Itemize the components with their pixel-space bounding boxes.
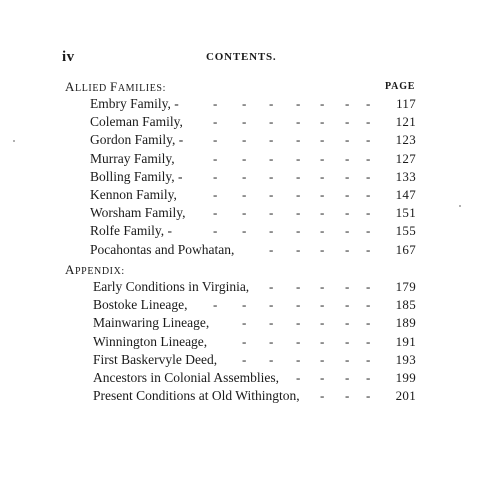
- leader-dash: -: [320, 223, 325, 239]
- leader-dash: -: [242, 150, 247, 166]
- entry-title: Mainwaring Lineage,: [93, 315, 210, 331]
- leader-dash: -: [345, 96, 350, 111]
- leader-dash: -: [296, 114, 301, 130]
- leader-dash: -: [320, 168, 325, 184]
- contents-entry: [0, 297, 480, 315]
- entry-page-number: 151: [395, 205, 416, 221]
- leader-dash: -: [345, 333, 350, 349]
- leader-dash: -: [366, 223, 371, 239]
- leader-dash: -: [345, 279, 350, 294]
- leader-dash: -: [320, 132, 325, 148]
- entry-page-number: 133: [395, 168, 416, 184]
- leader-dash: -: [213, 150, 218, 166]
- leader-dash: -: [320, 370, 325, 385]
- leader-dash: -: [242, 223, 247, 239]
- leader-dash: -: [269, 241, 274, 257]
- leader-dash: -: [345, 370, 350, 385]
- leader-dash: -: [320, 187, 325, 202]
- entry-page-number: 193: [395, 351, 416, 367]
- leader-dash: -: [345, 150, 350, 166]
- leader-dash: -: [269, 96, 274, 111]
- leader-dash: -: [366, 315, 371, 331]
- leader-dash: -: [366, 114, 371, 130]
- contents-entry: [0, 169, 480, 187]
- entry-title: Bostoke Lineage,: [93, 297, 188, 313]
- running-head: CONTENTS.: [206, 51, 277, 63]
- leader-dash: -: [345, 241, 350, 257]
- leader-dash: -: [242, 114, 247, 130]
- leader-dash: -: [296, 241, 301, 257]
- leader-dash: -: [269, 114, 274, 130]
- entry-title: Worsham Family,: [90, 205, 186, 221]
- leader-dash: -: [296, 187, 301, 202]
- leader-dash: -: [320, 279, 325, 294]
- leader-dash: -: [213, 297, 218, 313]
- leader-dash: -: [242, 315, 247, 331]
- leader-dash: -: [345, 351, 350, 367]
- leader-dash: -: [242, 205, 247, 221]
- leader-dash: -: [366, 241, 371, 257]
- leader-dash: -: [366, 132, 371, 148]
- leader-dash: -: [366, 205, 371, 221]
- leader-dash: -: [213, 168, 218, 184]
- leader-dash: -: [320, 96, 325, 111]
- paper-fleck: [13, 140, 15, 142]
- contents-entry: [0, 352, 480, 370]
- entry-title: Rolfe Family, -: [90, 223, 172, 239]
- leader-dash: -: [269, 279, 274, 294]
- entry-page-number: 167: [395, 241, 416, 257]
- leader-dash: -: [213, 96, 218, 111]
- contents-entry: [0, 223, 480, 241]
- leader-dash: -: [366, 96, 371, 111]
- leader-dash: -: [345, 114, 350, 130]
- entry-page-number: 155: [395, 223, 416, 239]
- entry-title: Murray Family,: [90, 150, 175, 166]
- leader-dash: -: [269, 223, 274, 239]
- leader-dash: -: [320, 333, 325, 349]
- section-heading-allied-families: ALLIED FAMILIES:: [65, 79, 166, 94]
- leader-dash: -: [269, 205, 274, 221]
- entry-page-number: 117: [396, 96, 416, 111]
- leader-dash: -: [269, 297, 274, 313]
- entry-title: Embry Family, -: [90, 96, 179, 111]
- entry-title: Bolling Family, -: [90, 168, 183, 184]
- contents-entry: [0, 205, 480, 223]
- entry-title: Kennon Family,: [90, 187, 177, 202]
- leader-dash: -: [296, 297, 301, 313]
- entry-title: Pocahontas and Powhatan,: [90, 241, 235, 257]
- leader-dash: -: [320, 315, 325, 331]
- leader-dash: -: [296, 333, 301, 349]
- entry-title: Early Conditions in Virginia,: [93, 279, 250, 294]
- entry-page-number: 123: [395, 132, 416, 148]
- leader-dash: -: [242, 351, 247, 367]
- leader-dash: -: [269, 315, 274, 331]
- leader-dash: -: [242, 168, 247, 184]
- leader-dash: -: [213, 205, 218, 221]
- leader-dash: -: [269, 333, 274, 349]
- entry-page-number: 189: [395, 315, 416, 331]
- entry-title: Gordon Family, -: [90, 132, 184, 148]
- leader-dash: -: [242, 96, 247, 111]
- leader-dash: -: [242, 187, 247, 202]
- contents-entry: [0, 388, 480, 406]
- contents-entry: [0, 370, 480, 388]
- leader-dash: -: [345, 223, 350, 239]
- leader-dash: -: [269, 132, 274, 148]
- leader-dash: -: [213, 114, 218, 130]
- leader-dash: -: [366, 168, 371, 184]
- leader-dash: -: [345, 205, 350, 221]
- leader-dash: -: [296, 205, 301, 221]
- leader-dash: -: [366, 297, 371, 313]
- leader-dash: -: [269, 168, 274, 184]
- leader-dash: -: [242, 333, 247, 349]
- leader-dash: -: [213, 187, 218, 202]
- leader-dash: -: [296, 150, 301, 166]
- leader-dash: -: [345, 187, 350, 202]
- leader-dash: -: [320, 205, 325, 221]
- leader-dash: -: [366, 150, 371, 166]
- leader-dash: -: [296, 96, 301, 111]
- entry-title: Winnington Lineage,: [93, 333, 208, 349]
- leader-dash: -: [320, 297, 325, 313]
- page-column-heading: PAGE: [385, 81, 416, 92]
- leader-dash: -: [213, 132, 218, 148]
- contents-entry: [0, 242, 480, 260]
- contents-entry: [0, 151, 480, 169]
- entry-page-number: 201: [395, 388, 416, 404]
- leader-dash: -: [320, 114, 325, 130]
- contents-entry: [0, 114, 480, 132]
- leader-dash: -: [242, 297, 247, 313]
- leader-dash: -: [345, 297, 350, 313]
- leader-dash: -: [345, 168, 350, 184]
- leader-dash: -: [269, 150, 274, 166]
- entry-title: Ancestors in Colonial Assemblies,: [93, 370, 279, 385]
- contents-entry: [0, 132, 480, 150]
- entry-page-number: 179: [395, 279, 416, 294]
- leader-dash: -: [269, 351, 274, 367]
- leader-dash: -: [296, 351, 301, 367]
- leader-dash: -: [296, 223, 301, 239]
- leader-dash: -: [345, 132, 350, 148]
- contents-entry: [0, 96, 480, 114]
- section-heading-appendix: APPENDIX:: [65, 262, 125, 277]
- contents-entry: [0, 187, 480, 205]
- page-number: iv: [62, 49, 75, 65]
- entry-page-number: 191: [395, 333, 416, 349]
- entry-page-number: 147: [395, 187, 416, 202]
- leader-dash: -: [296, 279, 301, 294]
- entry-title: Present Conditions at Old Withington,: [93, 388, 300, 404]
- leader-dash: -: [269, 187, 274, 202]
- leader-dash: -: [345, 315, 350, 331]
- leader-dash: -: [296, 132, 301, 148]
- leader-dash: -: [366, 187, 371, 202]
- leader-dash: -: [366, 351, 371, 367]
- leader-dash: -: [366, 333, 371, 349]
- leader-dash: -: [296, 315, 301, 331]
- entry-page-number: 199: [395, 370, 416, 385]
- leader-dash: -: [366, 388, 371, 404]
- leader-dash: -: [320, 388, 325, 404]
- leader-dash: -: [345, 388, 350, 404]
- contents-entry: [0, 334, 480, 352]
- entry-title: First Baskervyle Deed,: [93, 351, 218, 367]
- leader-dash: -: [296, 168, 301, 184]
- entry-page-number: 121: [395, 114, 416, 130]
- entry-page-number: 127: [395, 150, 416, 166]
- entry-title: Coleman Family,: [90, 114, 183, 130]
- leader-dash: -: [320, 241, 325, 257]
- leader-dash: -: [320, 351, 325, 367]
- paper-fleck: [459, 205, 461, 207]
- leader-dash: -: [242, 132, 247, 148]
- leader-dash: -: [366, 370, 371, 385]
- leader-dash: -: [320, 150, 325, 166]
- leader-dash: -: [296, 370, 301, 385]
- contents-entry: [0, 279, 480, 297]
- leader-dash: -: [213, 223, 218, 239]
- contents-entry: [0, 315, 480, 333]
- entry-page-number: 185: [395, 297, 416, 313]
- leader-dash: -: [366, 279, 371, 294]
